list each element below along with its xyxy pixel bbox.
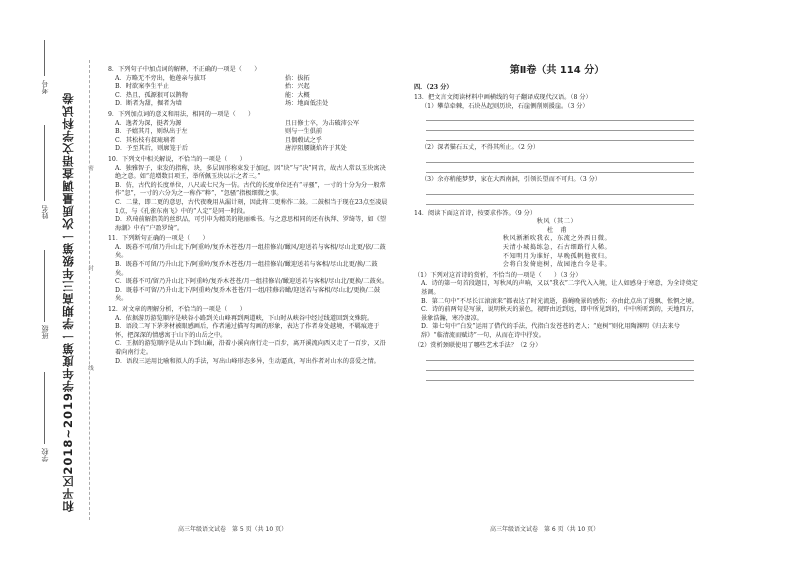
q11-option-c: C．既暮不可/留乃升山北下阿重岭/复乔木苍苍/月一组挂修岩/瞰迎送若与客相/尽山北/更换/二鼓矣。 bbox=[115, 278, 389, 286]
question-13-stem: 13．把文言文阅读材料中画横线的句子翻译成现代汉语。（8 分） bbox=[414, 94, 592, 102]
answer-line[interactable] bbox=[426, 153, 694, 163]
poem-author: 杜 甫 bbox=[546, 226, 568, 234]
q12-option-c: C．王据的游览顺序是从山下到山巅，沿着小溪向南行走一百步，离开溪流向西又走了一百步，又沿着向南行走。 bbox=[115, 340, 386, 356]
q14-option-d: D．第七句中“白发”运用了借代的手法，代指白发苍苍的老人；“庭树”则化用陶渊明《归去来兮辞》“临清流而赋诗”一句，从而在诗中抒发。 bbox=[421, 323, 680, 339]
q10-option-b: B．仿，古代的长度单位，八尺或七尺为一仿。古代的长度单位还有“寻骚”，一寸的十分为分一般常作“忽”，一寸的六分为之一称作“粹”，“忽骚”指极细微之事。 bbox=[115, 181, 386, 198]
question-8 bbox=[108, 66, 388, 109]
right-page-footer: 高三年级语文试卷 第 6 页（共 10 页） bbox=[490, 526, 600, 533]
part-two-heading: 第Ⅱ卷（共 114 分） bbox=[509, 65, 605, 76]
q8-option-c: C．热且，孤源狠可以鹊物 能：大概 bbox=[115, 91, 310, 99]
school-line bbox=[44, 372, 45, 444]
answer-line[interactable] bbox=[426, 163, 694, 173]
exam-number-label: 考号 bbox=[41, 80, 49, 94]
name-label: 姓名 bbox=[41, 205, 49, 219]
answer-line[interactable] bbox=[426, 131, 694, 141]
q14-option-a: A．诗的第一句首段题目，写秋风的声响，又以“我衣”二字代入入境，让人如感身于寒意，为全诗奠定基调。 bbox=[421, 280, 698, 296]
q14-option-b: B．第二句中“不尽长江滚滚来”都表达了时光流逝，暮蝇晚景的感伤；亦由此点出了漫飘、怅惘之境。 bbox=[421, 297, 698, 305]
answer-line[interactable] bbox=[426, 351, 694, 361]
q12-option-a: A．依据游历游览顺序是峡谷小路到关山峰再到两道峡，下山时从峡谷中经过线道回到文殊院。 bbox=[115, 314, 374, 322]
class-line bbox=[44, 250, 45, 322]
question-10 bbox=[108, 156, 388, 233]
answer-line[interactable] bbox=[426, 195, 694, 205]
seal-mark-2: 封 bbox=[87, 265, 93, 271]
section-four-label: 四．（23 分） bbox=[414, 83, 453, 91]
answer-line[interactable] bbox=[426, 361, 694, 371]
q8-option-a: A．方略无不旁出，他莲亲与拔耳 拾：拔拓 bbox=[115, 74, 310, 82]
q9-option-d: D．予至其后，则廓笼于后 唐淳阻腰篪焰许于其处 bbox=[115, 145, 347, 153]
q8-option-d: D．断者为甜，掘者为墙 场：地面低洼处 bbox=[115, 100, 329, 108]
q14-sub-2: （2）赏析颈联使用了哪些艺术手法？（2 分） bbox=[414, 342, 542, 350]
question-9 bbox=[108, 111, 388, 154]
school-label: 学校 bbox=[41, 448, 49, 462]
poem-line: 秋风淅淅吹我衣，东流之外西日微。 bbox=[502, 235, 612, 243]
exam-title-vertical: 和平区2018~2019学年度第一学期高三年级第一次质量调查语文学科试卷 bbox=[61, 92, 75, 513]
q14-sub-1: （1）下列对这首诗的赏析，不恰当的一项是（ ）（3 分） bbox=[414, 271, 582, 279]
q14-option-c: C．诗的前两句是写景，说明秋天的景色，视野由近到远，即中所见到的，中中所听到的，天地四方，景象浩瀚，寒冷凄凉。 bbox=[421, 306, 698, 322]
q13-item-1: （1）攀草牵棘，石块丛起则历块，石崖侧削则援崖。（3 分） bbox=[421, 102, 589, 110]
answer-line[interactable] bbox=[426, 111, 694, 121]
q10-option-c: C．二量，即二更的意思，古代夜晚用从漏计刻，因此将二更称作二鼓。二鼓相当于现在23点至凌晨1点，与《孔雀东南飞》中的“人定”是同一时段。 bbox=[115, 198, 388, 215]
seal-dashed-line bbox=[89, 60, 90, 520]
q12-option-b: B．语段二写下茅茅材被眼感画后，作者通过描写勾画的形象，表达了作者身处越境，不羁痕迹于怀，把深深的情感寓于山下的山岳之中。 bbox=[115, 323, 380, 339]
poem-line: 天清小城捣练急，石古细路行人稀。 bbox=[502, 243, 612, 251]
name-line bbox=[44, 125, 45, 201]
q9-option-c: C．其松枝有叔琉璃者 且偶毂试之乎 bbox=[115, 136, 323, 144]
q11-option-a: A．既暮不可/留乃升山北下/阿重岭/复乔木苍苍/月一组挂修岩/瞰风/迎送若与客相/尽山北更/依/二鼓矣。 bbox=[115, 243, 386, 260]
seal-mark-3: 线 bbox=[87, 365, 93, 371]
q10-option-a: A．独雅智子，束发的指称，块，多层固形称束发于加冠，因“块”与“决”同音，故古人常以玉块寓决绝之意。如“范增数目项王，举所佩玉块以示之者三。” bbox=[115, 164, 386, 181]
q12-option-d: D．语段三运用比喻和拟人的手法，写出山峰形态多异，生动逼真，写出作者对山水的喜爱之情。 bbox=[115, 357, 380, 365]
seal-mark-1: 密 bbox=[87, 165, 93, 171]
question-14 bbox=[414, 210, 700, 382]
left-page-content bbox=[108, 64, 388, 366]
q11-option-b: B．既暮不可留/乃升山北下/阿重岭/复乔木苍苍/月一组挂修岩/瞰迎送若与客相/尽山北更/换/二鼓矣。 bbox=[115, 261, 378, 277]
question-9-stem: 9．下列加点词的意义和用法，相同的一项是（ ） bbox=[108, 110, 255, 118]
question-11-stem: 11．下列断句正确的一项是（ ） bbox=[108, 235, 209, 243]
question-13 bbox=[414, 94, 700, 204]
q11-option-d: D．既暮不可留/乃升山北下/阿重岭/复乔木苍苍/月一组/挂修岩瞰/迎送若与客相/尽山北/更换/二鼓矣。 bbox=[115, 286, 381, 303]
q10-option-d: D．玖琦前解指美的丝织品，可引申为精美的艳丽乘书。与之意思相同的还有执拜、罗绮等，如《望海潮》中有“户盈罗绮”。 bbox=[115, 216, 387, 232]
question-11 bbox=[108, 235, 388, 304]
q9-option-b: B．予嬉其月，则纵出于左 则与一生俱前 bbox=[115, 128, 323, 136]
question-8-stem: 8．下列句子中加点词的解释，不正确的一项是（ ） bbox=[108, 66, 261, 73]
question-10-stem: 10．下列文中相关解说，不恰当的一项是（ ） bbox=[108, 155, 246, 163]
poem-line: 会将白发倚庭树，故园池台今是非。 bbox=[502, 261, 612, 269]
poem-title: 秋风（其二） bbox=[536, 218, 578, 226]
answer-line[interactable] bbox=[426, 185, 694, 195]
q9-option-a: A．逸者为深，挺者为源 且日修士卒，为击破沛公军 bbox=[115, 119, 360, 127]
question-12-stem: 12．对文章的理解分析，不恰当的一项是（ ） bbox=[108, 306, 246, 314]
q8-option-b: B．时欲案李生平止 抬：兴起 bbox=[115, 83, 310, 91]
answer-line[interactable] bbox=[426, 371, 694, 381]
left-page-footer: 高三年级语文试卷 第 5 页（共 10 页） bbox=[178, 526, 288, 533]
exam-number-line bbox=[44, 40, 45, 76]
right-page-content bbox=[414, 64, 700, 381]
class-label: 班级 bbox=[41, 325, 49, 339]
question-12 bbox=[108, 306, 388, 366]
question-14-stem: 14．阅读下面这首诗，按要求作答。（9 分） bbox=[414, 209, 537, 217]
q13-item-3: （3）余亦稍能梦梦，家在大西南洞，引领长望而不可归。（3 分） bbox=[421, 175, 601, 183]
q13-item-2: （2）深者猫石五丈，不得其所止。（2 分） bbox=[421, 144, 540, 152]
poem-line: 不知明月为谁好，早晚孤帆他夜归。 bbox=[502, 252, 612, 260]
answer-line[interactable] bbox=[426, 121, 694, 131]
